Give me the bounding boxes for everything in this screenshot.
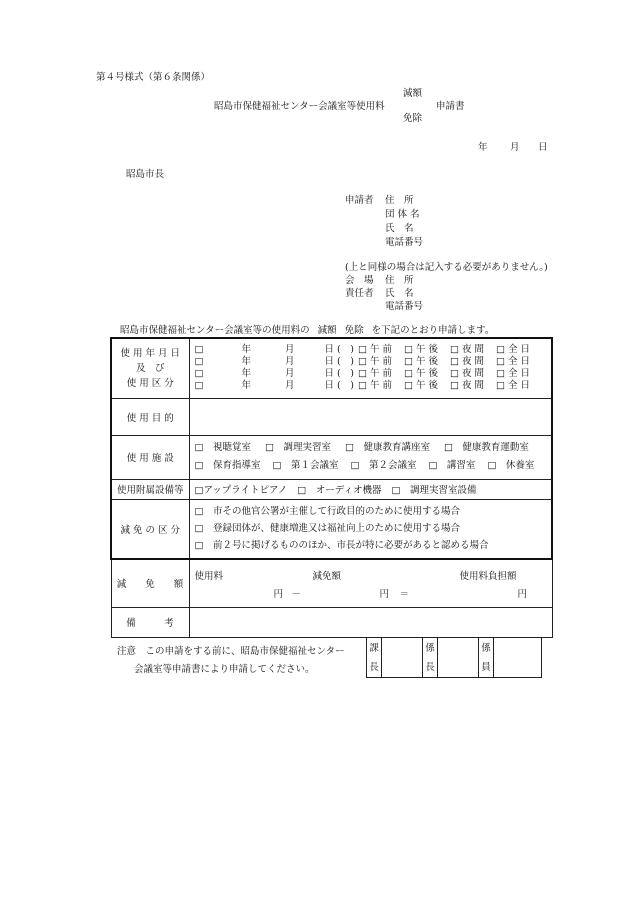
remarks-field[interactable] xyxy=(189,607,552,637)
exemption-option-mayor-approved[interactable]: □ 前２号に掲げるもののほか、市長が特に必要があると認める場合 xyxy=(194,540,489,552)
stamp-section-chief-label: 課 長 xyxy=(367,638,382,678)
manager-phone-label: 電話番号 xyxy=(385,301,424,312)
stamp-section-chief-box[interactable] xyxy=(382,638,423,678)
purpose-label: 使 用 目 的 xyxy=(126,412,174,424)
stamp-unit-chief-label: 係 長 xyxy=(423,638,438,678)
venue-label: 会 場 xyxy=(345,275,374,286)
equipment-checkbox-audio[interactable]: □ オーディオ機器 xyxy=(297,485,382,496)
date-row-allday-checkbox[interactable]: □ 全 日 xyxy=(496,344,531,356)
footer-note-2: 会議室等申請書により申請してください。 xyxy=(134,664,315,675)
date-year: 年 xyxy=(478,142,488,153)
facility-checkbox-meeting-2[interactable]: □ 第２会議室 xyxy=(350,460,417,471)
reduction-label: 減免額 xyxy=(312,571,342,582)
purpose-label-cell xyxy=(111,398,189,435)
facility-checkbox-rest-room[interactable]: □ 休養室 xyxy=(487,460,535,471)
application-form-table xyxy=(110,337,553,638)
equipment-label-cell xyxy=(111,479,189,499)
usage-date-label-2: 及 び xyxy=(135,362,165,374)
date-row-night-checkbox[interactable]: □ 夜 間 xyxy=(449,344,484,356)
applicant-note: (上と同様の場合は記入する必要がありません。) xyxy=(345,262,548,273)
usage-date-row xyxy=(195,380,547,392)
date-row-month: 月 xyxy=(285,356,295,368)
equipment-checkbox-piano[interactable]: □アップライトピアノ xyxy=(194,485,288,496)
usage-date-label-3: 使 用 区 分 xyxy=(126,377,174,389)
applicant-label: 申請者 xyxy=(345,195,374,206)
date-row-night-checkbox[interactable]: □ 夜 間 xyxy=(449,356,484,368)
facility-checkbox-av-room[interactable]: □ 視聴覚室 xyxy=(194,442,251,453)
date-month: 月 xyxy=(510,142,520,153)
facility-checkbox-health-exercise[interactable]: □ 健康教育運動室 xyxy=(443,442,529,453)
date-row-year: 年 xyxy=(241,368,251,380)
applicant-name-label: 氏 名 xyxy=(385,223,414,234)
date-row-pm-checkbox[interactable]: □ 午 後 xyxy=(403,356,438,368)
addressee: 昭島市長 xyxy=(126,169,165,180)
date-row-checkbox[interactable]: □ xyxy=(194,368,204,380)
burden-label: 使用料負担額 xyxy=(459,571,517,582)
amount-label: 減 免 額 xyxy=(116,579,184,591)
exemption-label-cell xyxy=(111,499,189,559)
manager-name-label: 氏 名 xyxy=(385,288,414,299)
facility-checkbox-childcare[interactable]: □ 保育指導室 xyxy=(194,460,261,471)
approval-stamp-boxes xyxy=(366,637,542,678)
facility-cell xyxy=(189,435,552,479)
applicant-phone-label: 電話番号 xyxy=(385,237,424,248)
date-row-month: 月 xyxy=(285,380,295,392)
date-row-am-checkbox[interactable]: □ 午 前 xyxy=(357,380,392,392)
usage-date-label-cell xyxy=(111,338,189,398)
date-row-pm-checkbox[interactable]: □ 午 後 xyxy=(403,380,438,392)
intro-before: 昭島市保健福祉センター会議室等の使用料の xyxy=(120,325,310,336)
date-row-day: 日 ( ) xyxy=(324,380,354,392)
intro-opt-reduction: 減額 xyxy=(317,325,337,336)
burden-yen: 円 xyxy=(517,589,528,600)
stamp-staff-box[interactable] xyxy=(494,638,542,678)
date-row-day: 日 ( ) xyxy=(324,356,354,368)
equipment-checkbox-cooking[interactable]: □ 調理実習室設備 xyxy=(391,485,477,496)
date-row-night-checkbox[interactable]: □ 夜 間 xyxy=(449,380,484,392)
date-row-year: 年 xyxy=(241,380,251,392)
stamp-unit-chief-box[interactable] xyxy=(438,638,479,678)
title-suffix: 申請書 xyxy=(436,101,465,112)
date-row-year: 年 xyxy=(241,356,251,368)
purpose-field[interactable] xyxy=(189,398,552,435)
facility-label: 使 用 施 設 xyxy=(126,453,174,464)
usage-date-row xyxy=(195,356,547,368)
usage-date-row xyxy=(195,368,547,380)
usage-date-cell xyxy=(189,338,552,398)
minus-sign: － xyxy=(291,589,302,600)
title-option-reduction: 減額 xyxy=(403,88,423,99)
date-row-year: 年 xyxy=(241,344,251,356)
applicant-group-label: 団 体 名 xyxy=(385,209,420,220)
reduction-yen: 円 xyxy=(379,589,390,600)
amount-label-cell xyxy=(111,559,189,607)
date-row-checkbox[interactable]: □ xyxy=(194,344,204,356)
page-title: 昭島市保健福祉センター会議室等使用料 xyxy=(214,101,385,112)
date-row-pm-checkbox[interactable]: □ 午 後 xyxy=(403,368,438,380)
footer-note-1: 注意 この申請をする前に、昭島市保健福祉センター xyxy=(117,646,345,657)
exemption-option-registered-group[interactable]: □ 登録団体が、健康増進又は福祉向上のために使用する場合 xyxy=(194,523,460,535)
stamp-staff-label: 係 員 xyxy=(479,638,494,678)
amount-cell xyxy=(189,559,552,607)
date-day: 日 xyxy=(538,142,548,153)
intro-sentence xyxy=(120,322,494,336)
intro-opt-exemption: 免除 xyxy=(344,325,364,336)
date-row-am-checkbox[interactable]: □ 午 前 xyxy=(357,356,392,368)
usage-date-label-1: 使 用 年 月 日 xyxy=(120,347,181,359)
date-row-allday-checkbox[interactable]: □ 全 日 xyxy=(496,356,531,368)
date-row-am-checkbox[interactable]: □ 午 前 xyxy=(357,344,392,356)
facility-checkbox-meeting-1[interactable]: □ 第１会議室 xyxy=(272,460,339,471)
usage-date-row xyxy=(195,344,547,356)
manager-label: 責任者 xyxy=(345,288,374,299)
date-row-month: 月 xyxy=(285,344,295,356)
date-row-night-checkbox[interactable]: □ 夜 間 xyxy=(449,368,484,380)
date-row-day: 日 ( ) xyxy=(324,368,354,380)
title-option-exemption: 免除 xyxy=(403,113,423,124)
exemption-label: 減 免 の 区 分 xyxy=(120,524,181,536)
remarks-label: 備 考 xyxy=(126,618,174,629)
form-number: 第４号様式（第６条関係） xyxy=(96,72,211,83)
date-row-checkbox[interactable]: □ xyxy=(194,356,204,368)
equipment-label: 使用附属設備等 xyxy=(116,485,184,496)
exemption-cell xyxy=(189,499,552,559)
date-row-allday-checkbox[interactable]: □ 全 日 xyxy=(496,380,531,392)
exemption-option-government[interactable]: □ 市その他官公署が主催して行政目的のために使用する場合 xyxy=(194,506,460,518)
date-row-am-checkbox[interactable]: □ 午 前 xyxy=(357,368,392,380)
fee-yen: 円 xyxy=(273,589,284,600)
facility-label-cell xyxy=(111,435,189,479)
date-row-month: 月 xyxy=(285,368,295,380)
date-row-checkbox[interactable]: □ xyxy=(194,380,204,392)
intro-after: を下記のとおり申請します。 xyxy=(371,325,495,336)
fee-label: 使用料 xyxy=(194,571,224,582)
remarks-label-cell xyxy=(111,607,189,637)
facility-checkbox-health-lecture[interactable]: □ 健康教育講座室 xyxy=(344,442,430,453)
facility-checkbox-cooking-room[interactable]: □ 調理実習室 xyxy=(264,442,331,453)
venue-address-label: 住 所 xyxy=(385,275,414,286)
equipment-cell xyxy=(189,479,552,499)
date-row-pm-checkbox[interactable]: □ 午 後 xyxy=(403,344,438,356)
applicant-address-label: 住 所 xyxy=(385,195,414,206)
facility-checkbox-lecture-room[interactable]: □ 講習室 xyxy=(428,460,476,471)
date-row-allday-checkbox[interactable]: □ 全 日 xyxy=(496,368,531,380)
date-row-day: 日 ( ) xyxy=(324,344,354,356)
equals-sign: ＝ xyxy=(399,589,410,600)
